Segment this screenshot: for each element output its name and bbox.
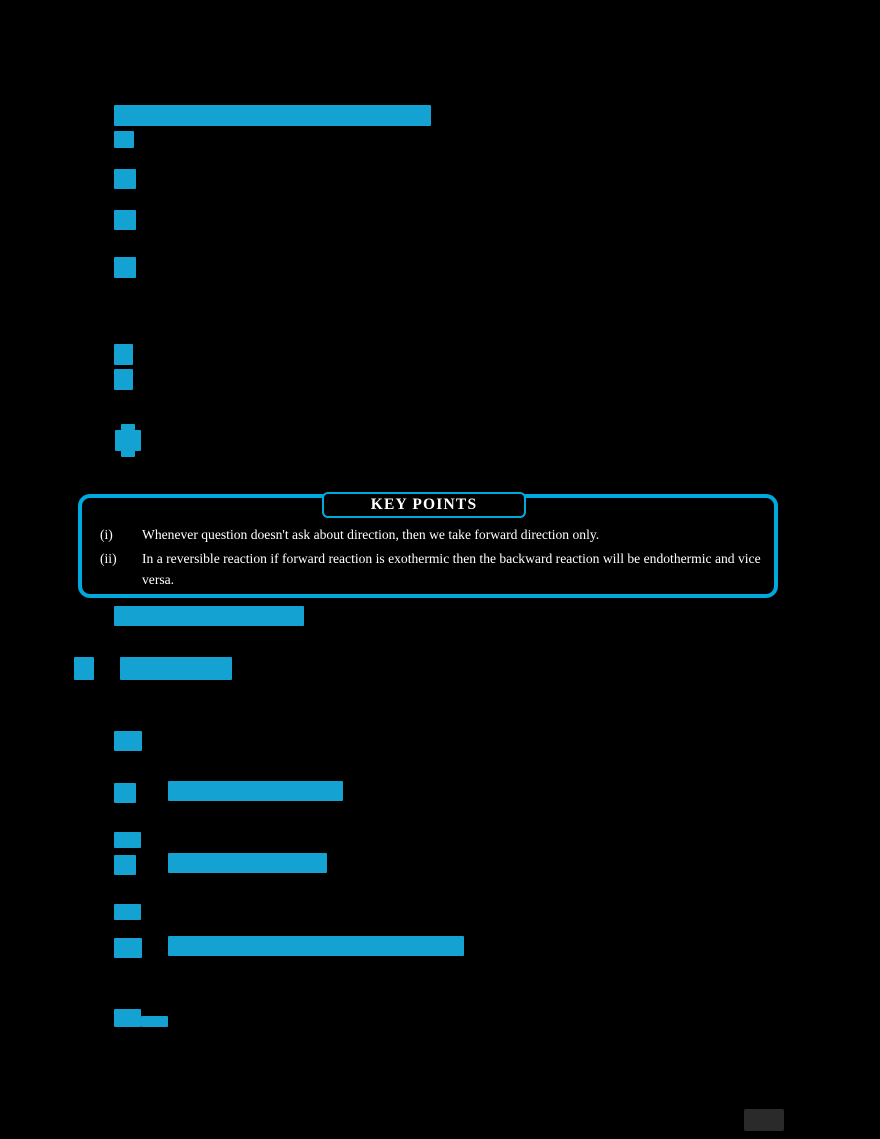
section-heading-2 [114, 606, 304, 626]
key-points-title: KEY POINTS [322, 492, 526, 518]
bullet-marker-3 [114, 210, 136, 230]
list-number-a [74, 657, 94, 680]
bullet-marker-10 [114, 938, 142, 958]
para-block-1 [114, 731, 142, 751]
key-point-number: (ii) [100, 551, 117, 566]
key-point-item [100, 548, 762, 590]
para-block-2 [114, 1009, 141, 1027]
sub-heading-1 [120, 657, 232, 680]
key-point-number: (i) [100, 527, 113, 542]
key-point-item [100, 524, 762, 545]
bullet-marker-8 [114, 783, 136, 803]
bullet-marker-2 [114, 169, 136, 189]
bullet-marker-5 [114, 344, 133, 365]
line-block-2 [114, 904, 141, 920]
line-block-1 [114, 832, 141, 848]
key-point-text: In a reversible reaction if forward reaction is exothermic then the backward reaction will be endothermic and vice versa. [142, 551, 761, 587]
label-block-2 [168, 853, 327, 873]
bullet-marker-4 [114, 257, 136, 278]
key-point-text: Whenever question doesn't ask about direction, then we take forward direction only. [142, 527, 600, 542]
label-block-1 [168, 781, 343, 801]
bullet-marker-1 [114, 131, 134, 148]
key-points-list [100, 524, 762, 593]
para-block-3 [141, 1016, 168, 1027]
page-corner-marker [744, 1109, 784, 1131]
bullet-marker-9 [114, 855, 136, 875]
bullet-marker-7b [121, 424, 135, 457]
bullet-marker-6 [114, 369, 133, 390]
heading-block-1 [114, 105, 431, 126]
label-block-3 [168, 936, 464, 956]
